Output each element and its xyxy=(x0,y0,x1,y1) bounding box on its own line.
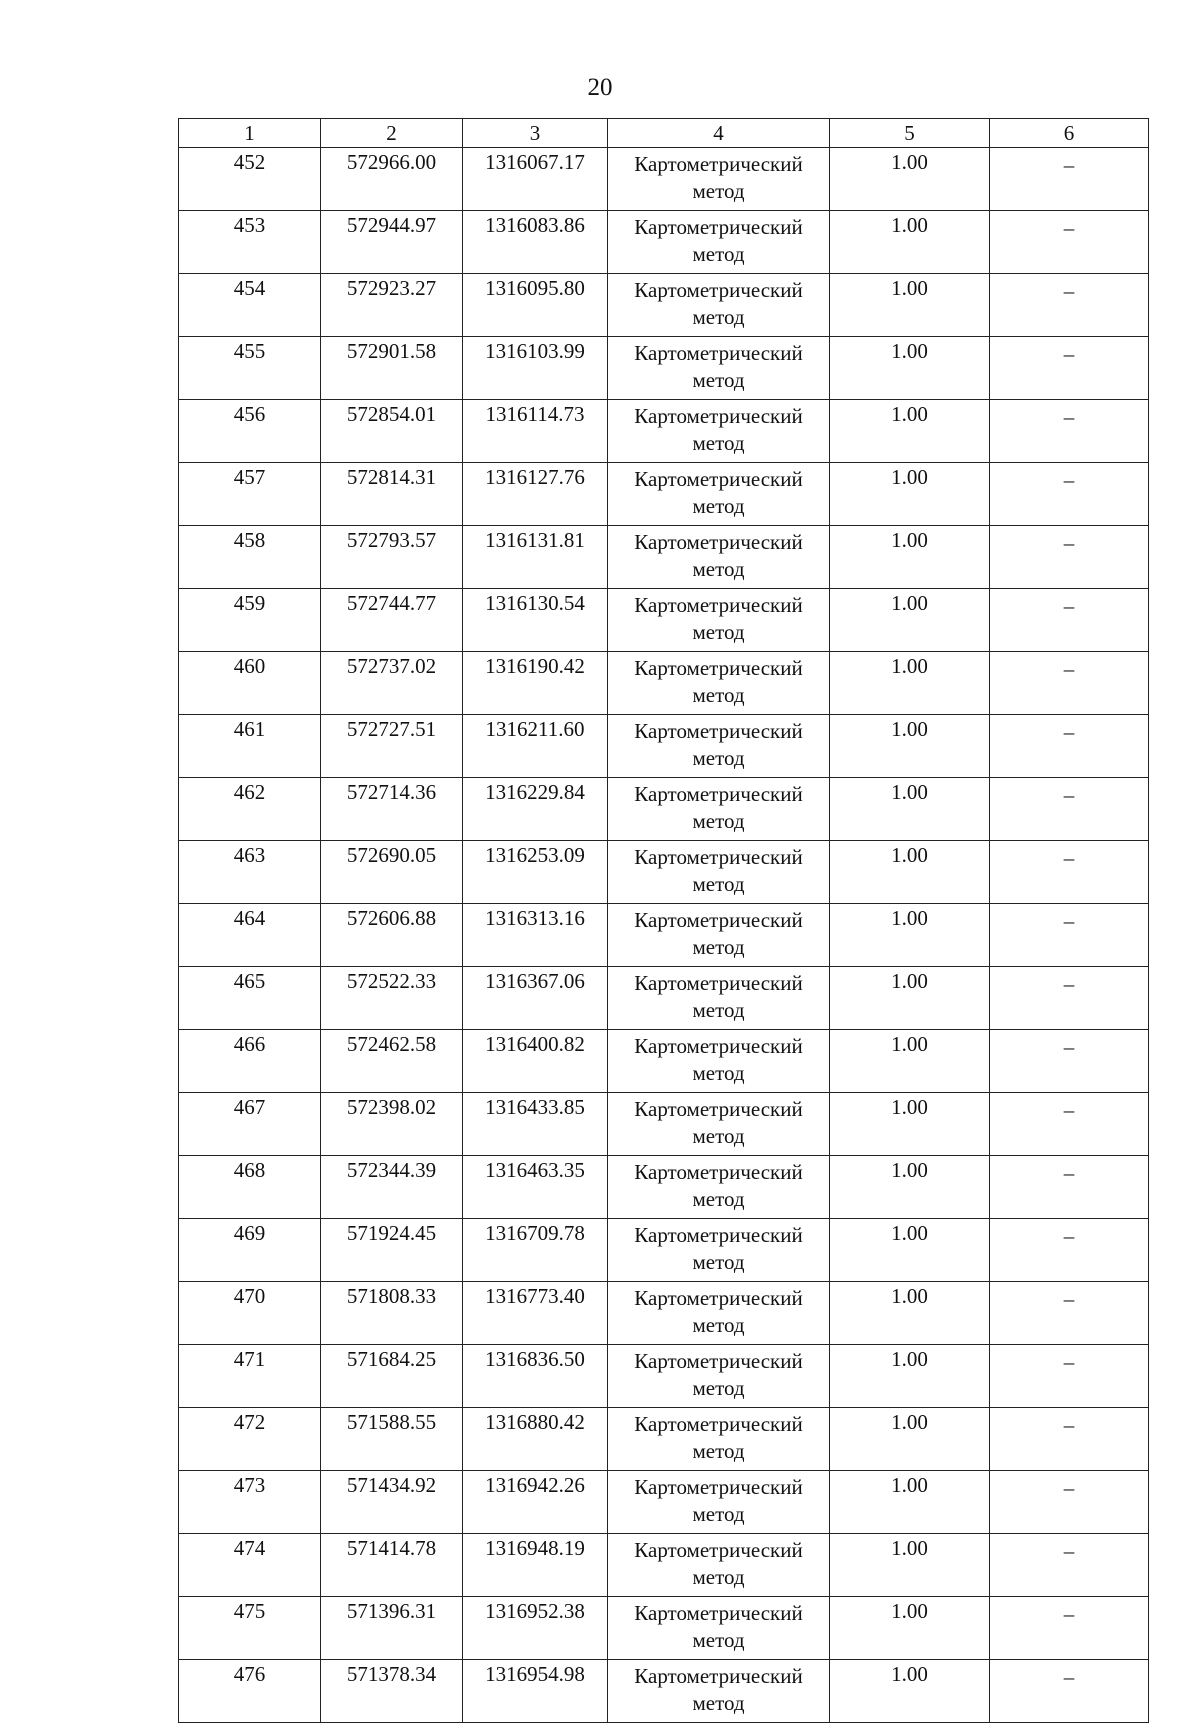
cell-x-coordinate: 571588.55 xyxy=(321,1408,463,1471)
table-row xyxy=(179,463,1149,526)
cell-accuracy: 1.00 xyxy=(830,967,990,1030)
cell-point-number: 472 xyxy=(179,1408,321,1471)
cell-description: – xyxy=(990,337,1149,400)
table-row xyxy=(179,1030,1149,1093)
cell-description: – xyxy=(990,715,1149,778)
cell-y-coordinate: 1316463.35 xyxy=(463,1156,608,1219)
cell-method: Картометрический метод xyxy=(608,1093,830,1156)
cell-point-number: 461 xyxy=(179,715,321,778)
cell-description: – xyxy=(990,841,1149,904)
page-number: 20 xyxy=(587,74,613,101)
cell-point-number: 470 xyxy=(179,1282,321,1345)
cell-point-number: 457 xyxy=(179,463,321,526)
cell-y-coordinate: 1316709.78 xyxy=(463,1219,608,1282)
cell-accuracy: 1.00 xyxy=(830,1093,990,1156)
cell-accuracy: 1.00 xyxy=(830,1597,990,1660)
cell-description: – xyxy=(990,400,1149,463)
cell-accuracy: 1.00 xyxy=(830,778,990,841)
cell-point-number: 458 xyxy=(179,526,321,589)
cell-accuracy: 1.00 xyxy=(830,841,990,904)
cell-x-coordinate: 572793.57 xyxy=(321,526,463,589)
cell-accuracy: 1.00 xyxy=(830,1219,990,1282)
cell-point-number: 452 xyxy=(179,148,321,211)
table-row xyxy=(179,778,1149,841)
table-row xyxy=(179,967,1149,1030)
cell-method: Картометрический метод xyxy=(608,1597,830,1660)
cell-y-coordinate: 1316095.80 xyxy=(463,274,608,337)
cell-y-coordinate: 1316880.42 xyxy=(463,1408,608,1471)
cell-point-number: 474 xyxy=(179,1534,321,1597)
cell-accuracy: 1.00 xyxy=(830,1408,990,1471)
table-row xyxy=(179,274,1149,337)
cell-y-coordinate: 1316773.40 xyxy=(463,1282,608,1345)
cell-point-number: 469 xyxy=(179,1219,321,1282)
cell-x-coordinate: 572744.77 xyxy=(321,589,463,652)
cell-x-coordinate: 572522.33 xyxy=(321,967,463,1030)
cell-y-coordinate: 1316367.06 xyxy=(463,967,608,1030)
cell-description: – xyxy=(990,967,1149,1030)
table-row xyxy=(179,1345,1149,1408)
cell-method: Картометрический метод xyxy=(608,1660,830,1723)
coordinates-table xyxy=(178,118,1149,1723)
table-row xyxy=(179,337,1149,400)
cell-description: – xyxy=(990,463,1149,526)
cell-y-coordinate: 1316942.26 xyxy=(463,1471,608,1534)
cell-x-coordinate: 571414.78 xyxy=(321,1534,463,1597)
header-cell-x-coordinate: 2 xyxy=(321,119,463,148)
cell-x-coordinate: 572966.00 xyxy=(321,148,463,211)
cell-description: – xyxy=(990,1219,1149,1282)
cell-description: – xyxy=(990,1345,1149,1408)
table-body xyxy=(179,119,1149,1723)
cell-y-coordinate: 1316313.16 xyxy=(463,904,608,967)
cell-y-coordinate: 1316127.76 xyxy=(463,463,608,526)
cell-y-coordinate: 1316836.50 xyxy=(463,1345,608,1408)
cell-x-coordinate: 572727.51 xyxy=(321,715,463,778)
cell-method: Картометрический метод xyxy=(608,1534,830,1597)
header-cell-accuracy: 5 xyxy=(830,119,990,148)
cell-method: Картометрический метод xyxy=(608,1408,830,1471)
cell-y-coordinate: 1316103.99 xyxy=(463,337,608,400)
cell-method: Картометрический метод xyxy=(608,589,830,652)
table-row xyxy=(179,1093,1149,1156)
cell-y-coordinate: 1316190.42 xyxy=(463,652,608,715)
table-row xyxy=(179,1471,1149,1534)
table-row xyxy=(179,148,1149,211)
cell-point-number: 460 xyxy=(179,652,321,715)
cell-method: Картометрический метод xyxy=(608,715,830,778)
cell-description: – xyxy=(990,589,1149,652)
cell-method: Картометрический метод xyxy=(608,1219,830,1282)
cell-point-number: 473 xyxy=(179,1471,321,1534)
cell-accuracy: 1.00 xyxy=(830,1534,990,1597)
cell-accuracy: 1.00 xyxy=(830,211,990,274)
cell-description: – xyxy=(990,904,1149,967)
header-cell-y-coordinate: 3 xyxy=(463,119,608,148)
cell-x-coordinate: 572714.36 xyxy=(321,778,463,841)
cell-point-number: 462 xyxy=(179,778,321,841)
table-row xyxy=(179,1156,1149,1219)
cell-method: Картометрический метод xyxy=(608,1282,830,1345)
cell-description: – xyxy=(990,778,1149,841)
table-row xyxy=(179,841,1149,904)
cell-y-coordinate: 1316131.81 xyxy=(463,526,608,589)
cell-x-coordinate: 572462.58 xyxy=(321,1030,463,1093)
cell-method: Картометрический метод xyxy=(608,904,830,967)
cell-method: Картометрический метод xyxy=(608,526,830,589)
cell-y-coordinate: 1316083.86 xyxy=(463,211,608,274)
cell-accuracy: 1.00 xyxy=(830,1660,990,1723)
cell-method: Картометрический метод xyxy=(608,1156,830,1219)
cell-point-number: 467 xyxy=(179,1093,321,1156)
cell-description: – xyxy=(990,526,1149,589)
cell-description: – xyxy=(990,1408,1149,1471)
cell-accuracy: 1.00 xyxy=(830,463,990,526)
cell-accuracy: 1.00 xyxy=(830,1345,990,1408)
cell-accuracy: 1.00 xyxy=(830,526,990,589)
header-cell-point-number: 1 xyxy=(179,119,321,148)
cell-x-coordinate: 572814.31 xyxy=(321,463,463,526)
cell-y-coordinate: 1316948.19 xyxy=(463,1534,608,1597)
cell-method: Картометрический метод xyxy=(608,841,830,904)
cell-accuracy: 1.00 xyxy=(830,715,990,778)
cell-x-coordinate: 571378.34 xyxy=(321,1660,463,1723)
cell-description: – xyxy=(990,1471,1149,1534)
cell-accuracy: 1.00 xyxy=(830,1471,990,1534)
cell-method: Картометрический метод xyxy=(608,337,830,400)
cell-y-coordinate: 1316400.82 xyxy=(463,1030,608,1093)
cell-accuracy: 1.00 xyxy=(830,652,990,715)
cell-description: – xyxy=(990,1282,1149,1345)
table-row xyxy=(179,904,1149,967)
cell-description: – xyxy=(990,1156,1149,1219)
cell-x-coordinate: 572944.97 xyxy=(321,211,463,274)
cell-point-number: 453 xyxy=(179,211,321,274)
cell-description: – xyxy=(990,1660,1149,1723)
cell-description: – xyxy=(990,1534,1149,1597)
cell-x-coordinate: 571434.92 xyxy=(321,1471,463,1534)
cell-point-number: 465 xyxy=(179,967,321,1030)
cell-point-number: 459 xyxy=(179,589,321,652)
cell-point-number: 471 xyxy=(179,1345,321,1408)
cell-method: Картометрический метод xyxy=(608,463,830,526)
cell-point-number: 476 xyxy=(179,1660,321,1723)
table-row xyxy=(179,1408,1149,1471)
cell-accuracy: 1.00 xyxy=(830,274,990,337)
cell-x-coordinate: 571924.45 xyxy=(321,1219,463,1282)
cell-x-coordinate: 572923.27 xyxy=(321,274,463,337)
cell-y-coordinate: 1316211.60 xyxy=(463,715,608,778)
cell-x-coordinate: 572606.88 xyxy=(321,904,463,967)
cell-y-coordinate: 1316067.17 xyxy=(463,148,608,211)
cell-description: – xyxy=(990,652,1149,715)
cell-method: Картометрический метод xyxy=(608,1030,830,1093)
cell-y-coordinate: 1316433.85 xyxy=(463,1093,608,1156)
table-row xyxy=(179,1660,1149,1723)
cell-method: Картометрический метод xyxy=(608,778,830,841)
cell-accuracy: 1.00 xyxy=(830,400,990,463)
cell-method: Картометрический метод xyxy=(608,652,830,715)
cell-y-coordinate: 1316130.54 xyxy=(463,589,608,652)
cell-method: Картометрический метод xyxy=(608,274,830,337)
cell-y-coordinate: 1316229.84 xyxy=(463,778,608,841)
table-row xyxy=(179,1282,1149,1345)
cell-x-coordinate: 572344.39 xyxy=(321,1156,463,1219)
cell-x-coordinate: 572737.02 xyxy=(321,652,463,715)
cell-accuracy: 1.00 xyxy=(830,1030,990,1093)
cell-point-number: 468 xyxy=(179,1156,321,1219)
cell-description: – xyxy=(990,1030,1149,1093)
cell-accuracy: 1.00 xyxy=(830,904,990,967)
cell-point-number: 455 xyxy=(179,337,321,400)
table-row xyxy=(179,1597,1149,1660)
table-row xyxy=(179,715,1149,778)
header-cell-description: 6 xyxy=(990,119,1149,148)
cell-accuracy: 1.00 xyxy=(830,589,990,652)
table-row xyxy=(179,652,1149,715)
cell-x-coordinate: 571396.31 xyxy=(321,1597,463,1660)
cell-x-coordinate: 571808.33 xyxy=(321,1282,463,1345)
table-row xyxy=(179,526,1149,589)
cell-description: – xyxy=(990,1093,1149,1156)
table-row xyxy=(179,1219,1149,1282)
cell-description: – xyxy=(990,1597,1149,1660)
cell-method: Картометрический метод xyxy=(608,1471,830,1534)
cell-x-coordinate: 572901.58 xyxy=(321,337,463,400)
cell-y-coordinate: 1316253.09 xyxy=(463,841,608,904)
cell-accuracy: 1.00 xyxy=(830,337,990,400)
cell-description: – xyxy=(990,274,1149,337)
cell-accuracy: 1.00 xyxy=(830,148,990,211)
table-header-row xyxy=(179,119,1149,148)
cell-y-coordinate: 1316954.98 xyxy=(463,1660,608,1723)
cell-method: Картометрический метод xyxy=(608,148,830,211)
cell-method: Картометрический метод xyxy=(608,1345,830,1408)
table-row xyxy=(179,211,1149,274)
cell-point-number: 463 xyxy=(179,841,321,904)
cell-x-coordinate: 572398.02 xyxy=(321,1093,463,1156)
cell-point-number: 475 xyxy=(179,1597,321,1660)
cell-point-number: 456 xyxy=(179,400,321,463)
cell-method: Картометрический метод xyxy=(608,967,830,1030)
table-row xyxy=(179,589,1149,652)
cell-point-number: 464 xyxy=(179,904,321,967)
table-row xyxy=(179,1534,1149,1597)
cell-x-coordinate: 571684.25 xyxy=(321,1345,463,1408)
cell-description: – xyxy=(990,211,1149,274)
cell-y-coordinate: 1316952.38 xyxy=(463,1597,608,1660)
cell-point-number: 466 xyxy=(179,1030,321,1093)
cell-y-coordinate: 1316114.73 xyxy=(463,400,608,463)
cell-x-coordinate: 572690.05 xyxy=(321,841,463,904)
cell-point-number: 454 xyxy=(179,274,321,337)
cell-method: Картометрический метод xyxy=(608,400,830,463)
cell-accuracy: 1.00 xyxy=(830,1156,990,1219)
header-cell-method: 4 xyxy=(608,119,830,148)
cell-method: Картометрический метод xyxy=(608,211,830,274)
table-row xyxy=(179,400,1149,463)
cell-x-coordinate: 572854.01 xyxy=(321,400,463,463)
cell-description: – xyxy=(990,148,1149,211)
cell-accuracy: 1.00 xyxy=(830,1282,990,1345)
